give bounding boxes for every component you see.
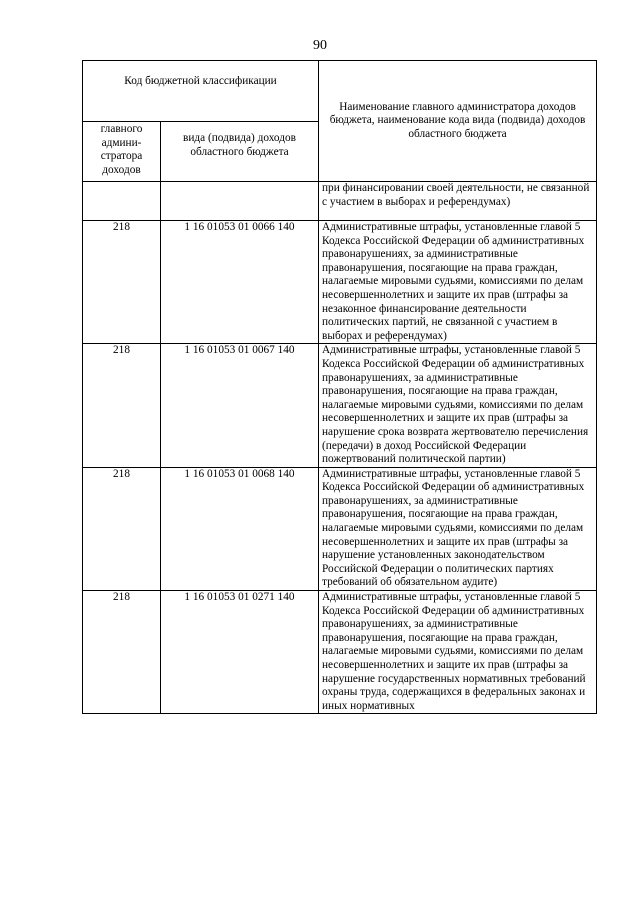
page-number: 90 <box>313 38 327 53</box>
cell-admin: 218 <box>83 467 161 590</box>
cell-code: 1 16 01053 01 0067 140 <box>161 344 319 467</box>
table-row <box>83 467 597 590</box>
cell-admin <box>83 182 161 221</box>
cell-name: Административные штрафы, установленные главой 5 Кодекса Российской Федерации об административных правонарушениях, за административные правонарушения, посягающие на права граждан, налагаемые мировыми судьями, комиссиями по делам несовершеннолетних и защите их прав (штрафы за незаконное финансирование деятельности политических партий, не связанной с участием в выборах и референдумах) <box>319 221 597 344</box>
header-admin-column: главного админи-стратора доходов <box>83 122 161 182</box>
cell-admin: 218 <box>83 221 161 344</box>
table-row <box>83 591 597 714</box>
table-row-continuation <box>83 182 597 221</box>
cell-name: Административные штрафы, установленные главой 5 Кодекса Российской Федерации об административных правонарушениях, за административные правонарушения, посягающие на права граждан, налагаемые мировыми судьями, комиссиями по делам несовершеннолетних и защите их прав (штрафы за нарушение срока возврата жертвователю перечисления (передачи) в доход Российской Федерации пожертвований политической партии) <box>319 344 597 467</box>
cell-admin: 218 <box>83 344 161 467</box>
cell-code: 1 16 01053 01 0271 140 <box>161 591 319 714</box>
cell-code: 1 16 01053 01 0066 140 <box>161 221 319 344</box>
cell-admin: 218 <box>83 591 161 714</box>
table-row <box>83 344 597 467</box>
cell-name: при финансировании своей деятельности, не связанной с участием в выборах и референдумах) <box>319 182 597 221</box>
cell-code: 1 16 01053 01 0068 140 <box>161 467 319 590</box>
cell-name: Административные штрафы, установленные главой 5 Кодекса Российской Федерации об административных правонарушениях, за административные правонарушения, посягающие на права граждан, налагаемые мировыми судьями, комиссиями по делам несовершеннолетних и защите их прав (штрафы за нарушение установленных законодательством Российской Федерации о политических партиях требований об обязательном аудите) <box>319 467 597 590</box>
budget-classification-table <box>82 60 597 714</box>
header-group-title: Код бюджетной классификации <box>83 61 319 122</box>
header-row-top <box>83 61 597 122</box>
header-code-column: вида (подвида) доходов областного бюджета <box>161 122 319 182</box>
cell-name: Административные штрафы, установленные главой 5 Кодекса Российской Федерации об административных правонарушениях, за административные правонарушения, посягающие на права граждан, налагаемые мировыми судьями, комиссиями по делам несовершеннолетних и защите их прав (штрафы за нарушение государственных нормативных требований охраны труда, содержащихся в федеральных законах и иных нормативных <box>319 591 597 714</box>
table-row <box>83 221 597 344</box>
header-name-column: Наименование главного администратора доходов бюджета, наименование кода вида (подвида) доходов областного бюджета <box>319 61 597 182</box>
cell-code <box>161 182 319 221</box>
